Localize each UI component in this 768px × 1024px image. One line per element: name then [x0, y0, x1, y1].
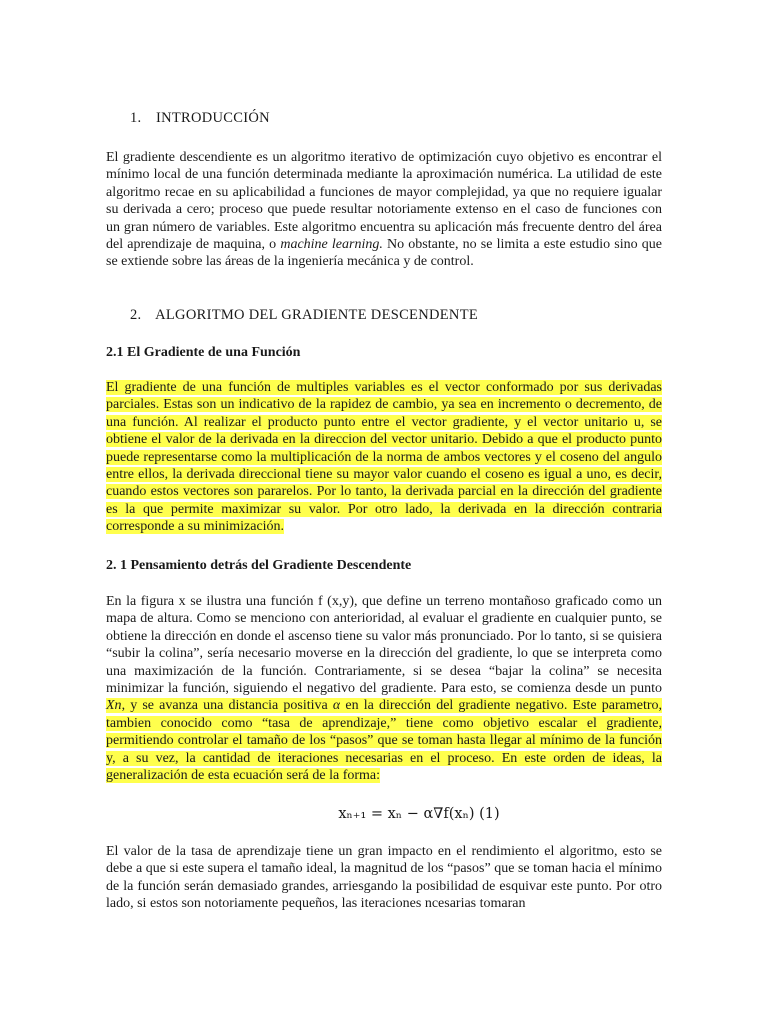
point-variable: Xn: [106, 698, 122, 714]
gradient-descent-equation: [0, 806, 768, 822]
thinking-highlight-b: en la dirección del gradiente negativo. Este parametro, tambien conocido como “tasa de aprendizaje,” tiene como objetivo escalar el gradiente, permitiendo controlar el tamaño de los “pasos” que se toman hasta llegar al mínimo de la función y, a su vez, la cantidad de iteraciones necesarias en el proceso. En este orden de ideas, la generalización de esta ecuación será de la forma:: [106, 698, 662, 784]
subsection-2-1-title: 2.1 El Gradiente de una Función: [106, 345, 301, 360]
intro-text: El gradiente descendiente es un algoritmo iterativo de optimización cuyo objetivo es encontrar el mínimo local de una función determinada mediante la aproximación numérica. La utilidad de este algoritmo recae en su aplicabilidad a funciones de mayor complejidad, ya que no requiere igualar su derivada a cero; proceso que puede resultar notoriamente extenso en el caso de funciones con un gran número de variables. Este algoritmo encuentra su aplicación más frecuente dentro del área del aprendizaje de maquina, o: [106, 150, 662, 253]
closing-paragraph: El valor de la tasa de aprendizaje tiene un gran impacto en el rendimiento el algoritmo, esto se debe a que si este supera el tamaño ideal, la magnitud de los “pasos” que se toman hacia el mínimo de la función serán demasiado grandes, arriesgando la posibilidad de esquivar este punto. Por otro lado, si estos son notoriamente pequeños, las iteraciones ncesarias tomaran: [106, 844, 662, 912]
section-2-heading: [130, 307, 478, 324]
intro-paragraph: [106, 149, 662, 271]
intro-text-end: No obstante, no se limita a este estudio sino que se extiende sobre las áreas de la ingeniería mecánica y de control.: [106, 237, 662, 270]
section-2-title: ALGORITMO DEL GRADIENTE DESCENDENTE: [155, 307, 479, 323]
equation-text: xₙ₊₁ = xₙ − α∇f(xₙ) (1): [338, 806, 500, 822]
thinking-paragraph: [106, 593, 662, 784]
section-2-number: 2.: [130, 307, 142, 323]
section-1-heading: [130, 110, 270, 127]
subsection-2-2-title: 2. 1 Pensamiento detrás del Gradiente Descendente: [106, 558, 412, 573]
gradient-paragraph: [106, 379, 662, 536]
thinking-text: En la figura x se ilustra una función f (x,y), que define un terreno montañoso graficado como un mapa de altura. Como se menciono con anterioridad, al evaluar el gradiente en cualquier punto, se obtiene la dirección en donde el ascenso tiene su valor más pronunciado. Por lo tanto, si se quisiera “subir la colina”, sería necesario moverse en la dirección del gradiente, lo que se interpreta como una maximización de la función. Contrariamente, si se desea “bajar la colina” se necesita minimizar la función, siguiendo el negativo del gradiente. Para esto, se comienza desde un punto: [106, 594, 662, 697]
section-1-number: 1.: [130, 110, 142, 126]
intro-emphasis: machine learning.: [280, 237, 383, 253]
section-1-title: INTRODUCCIÓN: [155, 110, 270, 126]
alpha-symbol: α: [332, 698, 341, 714]
gradient-highlighted-text: El gradiente de una función de multiples variables es el vector conformado por sus derivadas parciales. Estas son un indicativo de la rapidez de cambio, ya sea en incremento o decremento, de una función. Al realizar el producto punto entre el vector gradiente, y el vector unitario u, se obtiene el valor de la derivada en la direccion del vector unitario. Debido a que el producto punto puede representarse como la multiplicación de la norma de ambos vectores y el coseno del angulo entre ellos, la derivada direccional tiene su mayor valor cuando el coseno es igual a uno, es decir, cuando estos vectores son pararelos. Por lo tanto, la derivada parcial en la dirección del gradiente es la que permite maximizar su valor. Por otro lado, la derivada en la dirección contraria corresponde a su minimización.: [106, 380, 662, 535]
thinking-highlight-var: [106, 698, 122, 713]
thinking-highlight-a: , y se avanza una distancia positiva: [121, 698, 333, 714]
